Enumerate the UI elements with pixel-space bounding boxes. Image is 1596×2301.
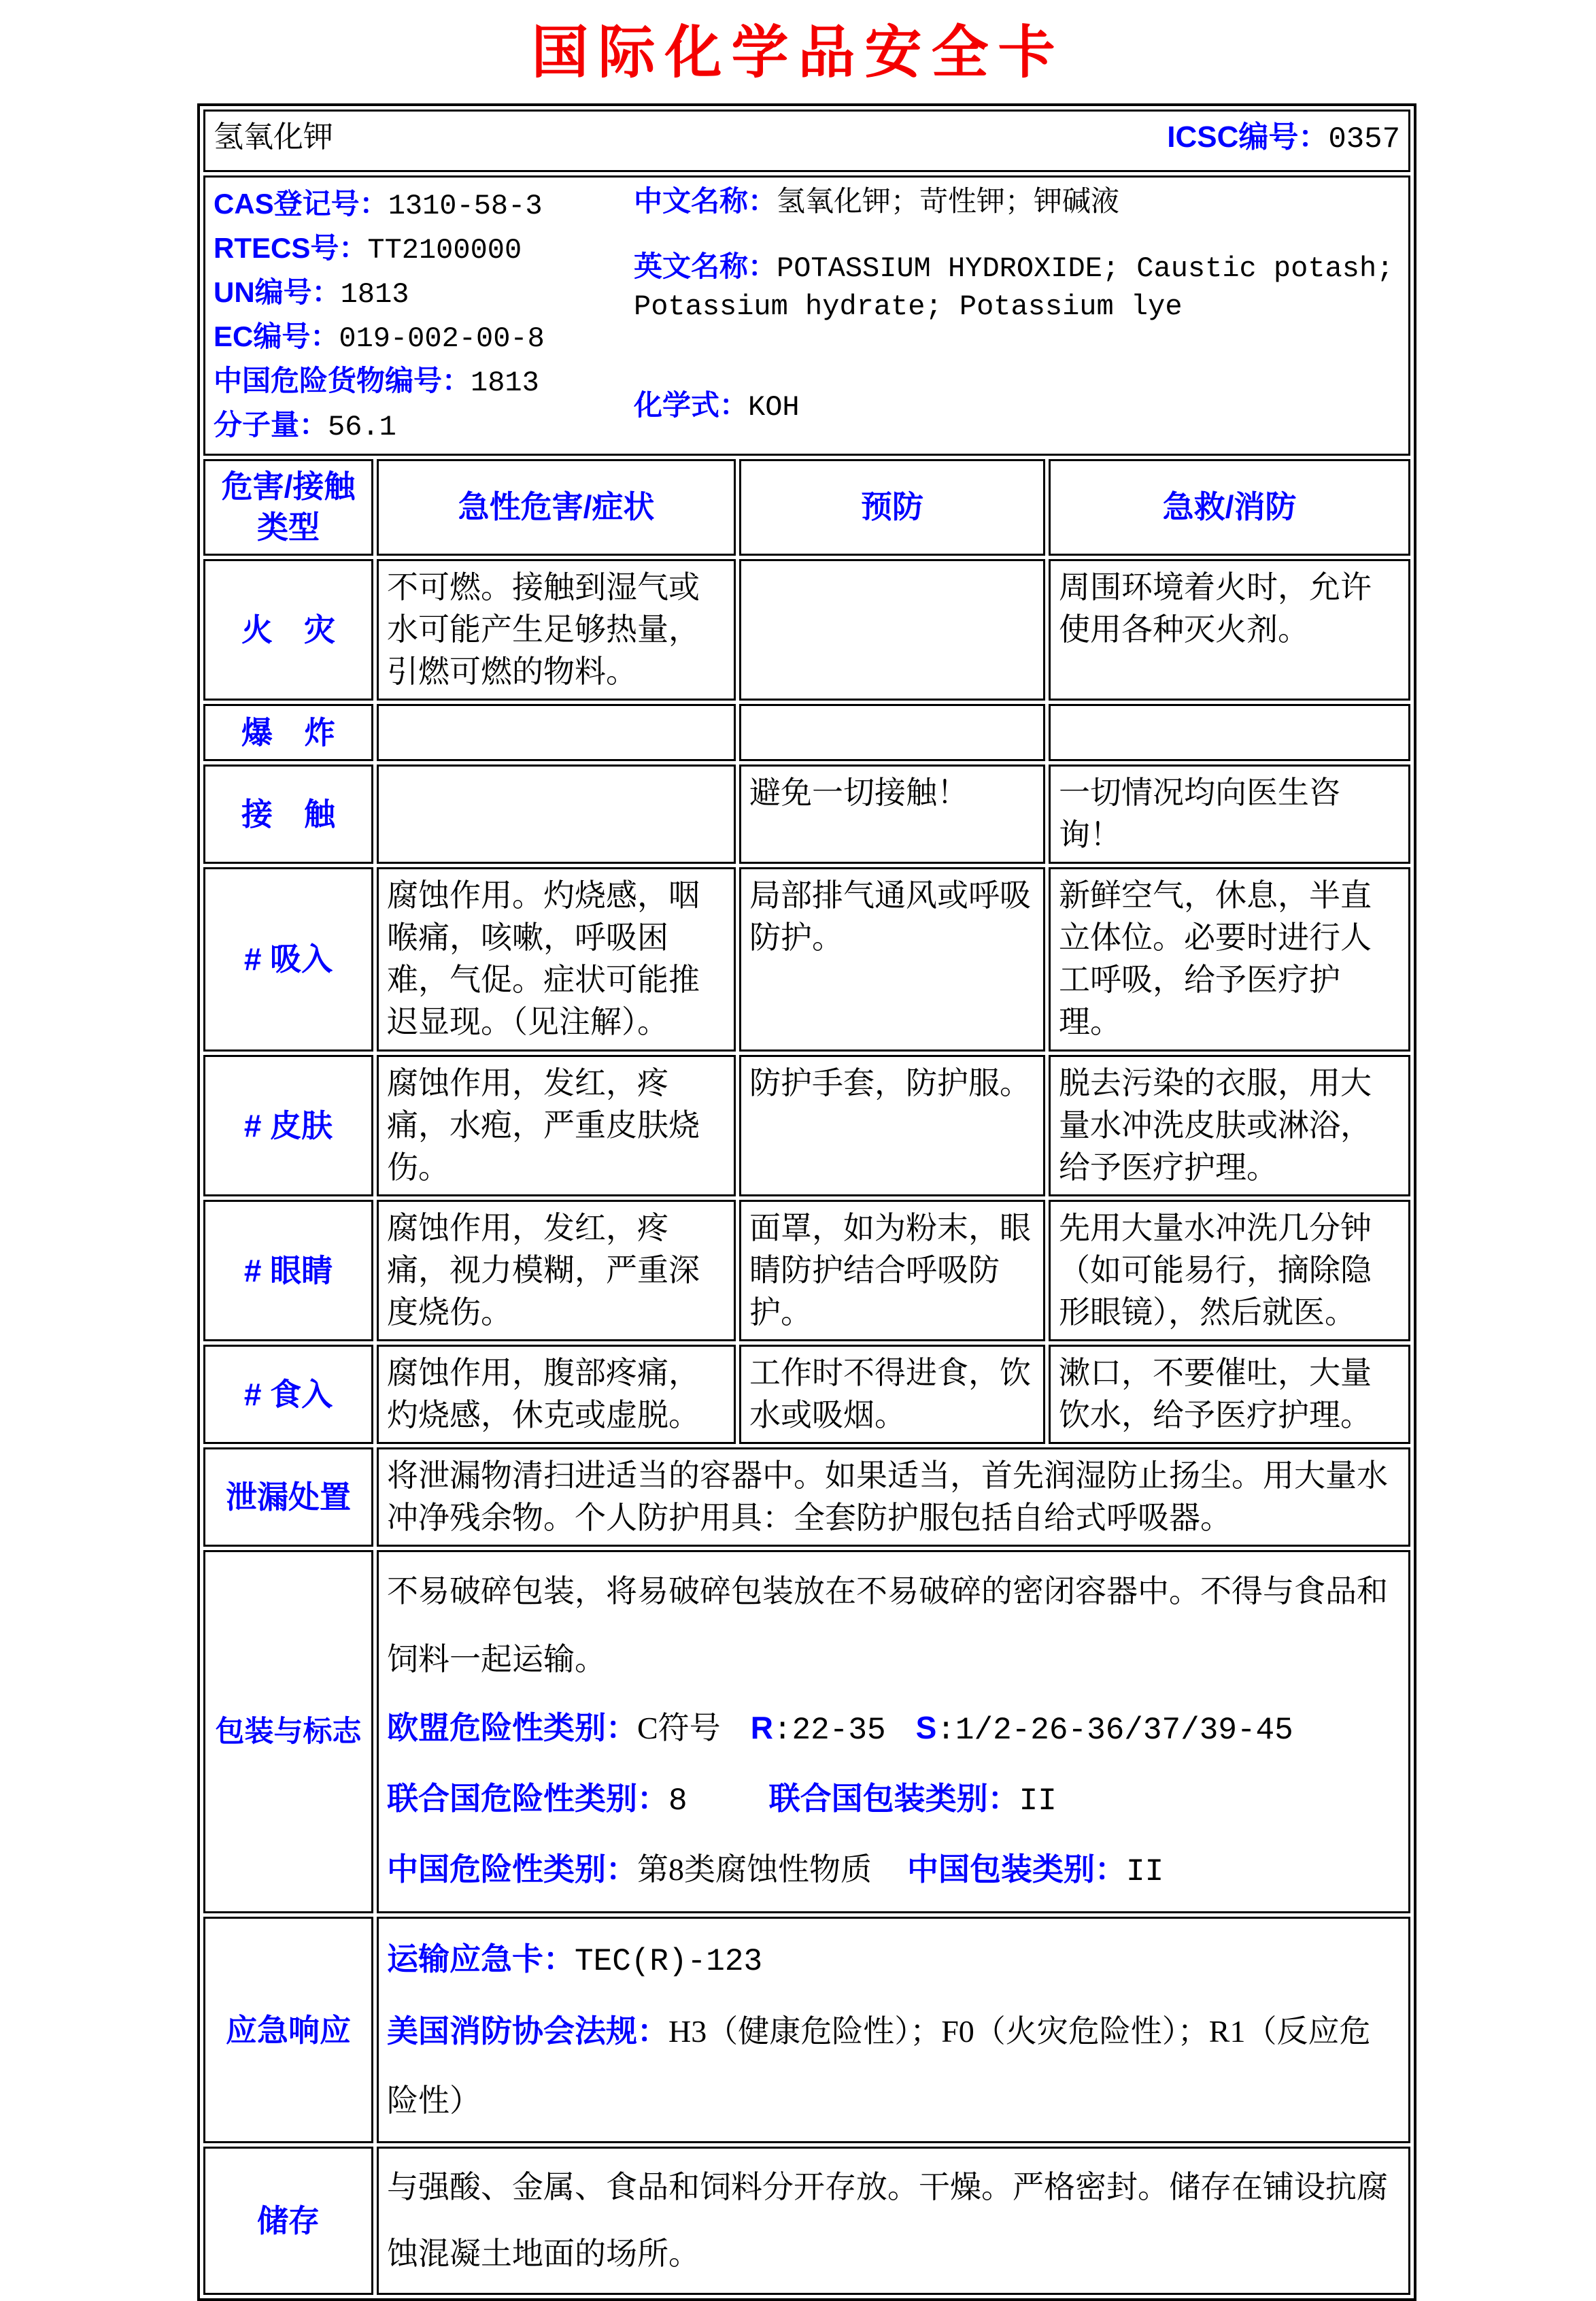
row-label-inhalation: # 吸入: [203, 867, 373, 1051]
hazard-row-skin: [203, 1055, 1410, 1196]
row-label-explosion: 爆 炸: [203, 704, 373, 761]
skin-symptoms: 腐蚀作用，发红，疼痛，水疱，严重皮肤烧伤。: [377, 1055, 736, 1196]
hazard-row-explosion: [203, 704, 1410, 761]
row-label-ingestion: # 食入: [203, 1345, 373, 1444]
storage-row: [203, 2147, 1410, 2295]
packaging-labeling-cell: [377, 1550, 1410, 1913]
packaging-intro: 不易破碎包装，将易破碎包装放在不易破碎的密闭容器中。不得与食品和饲料一起运输。: [387, 1574, 1388, 1677]
hazard-table-header-row: [203, 459, 1410, 556]
emergency-response-cell: [377, 1917, 1410, 2143]
chemical-formula: 化学式：KOH: [634, 389, 800, 424]
icsc-card-table: [197, 103, 1416, 2301]
english-name: 英文名称：POTASSIUM HYDROXIDE; Caustic potash; Potassium hydrate; Potassium lye: [634, 250, 1394, 323]
packaging-labeling-row: [203, 1550, 1410, 1913]
ingestion-prevention: 工作时不得进食，饮水或吸烟。: [739, 1345, 1045, 1444]
hazard-row-fire: [203, 559, 1410, 701]
hazard-row-eyes: [203, 1200, 1410, 1341]
un-number: UN编号：1813: [214, 276, 409, 311]
row-label-skin: # 皮肤: [203, 1055, 373, 1196]
row-label-emergency-response: 应急响应: [203, 1917, 373, 2143]
inhalation-first-aid: 新鲜空气，休息，半直立体位。必要时进行人工呼吸，给予医疗护理。: [1049, 867, 1410, 1051]
storage-text: 与强酸、金属、食品和饲料分开存放。干燥。严格密封。储存在铺设抗腐蚀混凝土地面的场所。: [377, 2147, 1410, 2295]
cn-class-line: 中国危险性类别：第8类腐蚀性物质 中国包装类别：II: [387, 1851, 1164, 1890]
row-label-fire: 火 灾: [203, 559, 373, 701]
cas-number: CAS登记号：1310-58-3: [214, 188, 543, 222]
ingestion-symptoms: 腐蚀作用，腹部疼痛，灼烧感，休克或虚脱。: [377, 1345, 736, 1444]
fire-prevention: [739, 559, 1045, 701]
transport-emergency-card-line: 运输应急卡：TEC(R)-123: [387, 1941, 763, 1980]
explosion-prevention: [739, 704, 1045, 761]
chinese-name: 中文名称：氢氧化钾；苛性钾；钾碱液: [634, 185, 1120, 218]
row-label-storage: 储存: [203, 2147, 373, 2295]
row-label-eyes: # 眼睛: [203, 1200, 373, 1341]
fire-first-aid: 周围环境着火时，允许使用各种灭火剂。: [1049, 559, 1410, 701]
hazard-row-ingestion: [203, 1345, 1410, 1444]
icsc-number: [1167, 117, 1400, 160]
card-header-row: [203, 110, 1410, 172]
contact-first-aid: 一切情况均向医生咨询！: [1049, 765, 1410, 864]
row-label-packaging: 包装与标志: [203, 1550, 373, 1913]
row-label-spill-disposal: 泄漏处置: [203, 1447, 373, 1547]
skin-prevention: 防护手套，防护服。: [739, 1055, 1045, 1196]
spill-disposal-row: [203, 1447, 1410, 1547]
china-dg-number: 中国危险货物编号：1813: [214, 365, 539, 399]
eyes-symptoms: 腐蚀作用，发红，疼痛，视力模糊，严重深度烧伤。: [377, 1200, 736, 1341]
ec-number: EC编号：019-002-00-8: [214, 320, 545, 355]
explosion-symptoms: [377, 704, 736, 761]
hazard-row-contact: [203, 765, 1410, 864]
row-label-contact: 接 触: [203, 765, 373, 864]
icsc-number-value: 0357: [1328, 122, 1400, 156]
eu-hazard-class-line: 欧盟危险性类别：C符号 R:22-35 S:1/2-26-36/37/39-45: [387, 1710, 1293, 1749]
ingestion-first-aid: 漱口，不要催吐，大量饮水，给予医疗护理。: [1049, 1345, 1410, 1444]
spill-disposal-text: 将泄漏物清扫进适当的容器中。如果适当，首先润湿防止扬尘。用大量水冲净残余物。个人防护用具：全套防护服包括自给式呼吸器。: [377, 1447, 1410, 1547]
nfpa-line: 美国消防协会法规：H3（健康危险性）；F0（火灾危险性）；R1（反应危险性）: [387, 2013, 1371, 2119]
card-header-cell: [203, 110, 1410, 172]
header-prevention: 预防: [739, 459, 1045, 556]
identifiers-cell: [203, 175, 1410, 456]
emergency-response-row: [203, 1917, 1410, 2143]
contact-prevention: 避免一切接触！: [739, 765, 1045, 864]
molecular-weight: 分子量：56.1: [214, 409, 396, 443]
inhalation-prevention: 局部排气通风或呼吸防护。: [739, 867, 1045, 1051]
page-title: 国际化学品安全卡: [531, 18, 1065, 86]
un-class-line: 联合国危险性类别：8 联合国包装类别：II: [387, 1781, 1057, 1819]
explosion-first-aid: [1049, 704, 1410, 761]
eyes-prevention: 面罩，如为粉末，眼睛防护结合呼吸防护。: [739, 1200, 1045, 1341]
icsc-number-label: ICSC编号：: [1167, 120, 1329, 154]
substance-name: 氢氧化钾: [214, 120, 333, 154]
identifiers-right-column: [634, 183, 1409, 424]
hazard-row-inhalation: [203, 867, 1410, 1051]
inhalation-symptoms: 腐蚀作用。灼烧感，咽喉痛，咳嗽，呼吸困难，气促。症状可能推迟显现。（见注解）。: [377, 867, 736, 1051]
fire-symptoms: 不可燃。接触到湿气或水可能产生足够热量，引燃可燃的物料。: [377, 559, 736, 701]
eyes-first-aid: 先用大量水冲洗几分钟（如可能易行，摘除隐形眼镜），然后就医。: [1049, 1200, 1410, 1341]
contact-symptoms: [377, 765, 736, 864]
header-acute-symptoms: 急性危害/症状: [377, 459, 736, 556]
header-hazard-type: 危害/接触 类型: [203, 459, 373, 556]
rtecs-number: RTECS号：TT2100000: [214, 232, 522, 267]
skin-first-aid: 脱去污染的衣服，用大量水冲洗皮肤或淋浴，给予医疗护理。: [1049, 1055, 1410, 1196]
identifiers-row: [203, 175, 1410, 456]
header-first-aid: 急救/消防: [1049, 459, 1410, 556]
